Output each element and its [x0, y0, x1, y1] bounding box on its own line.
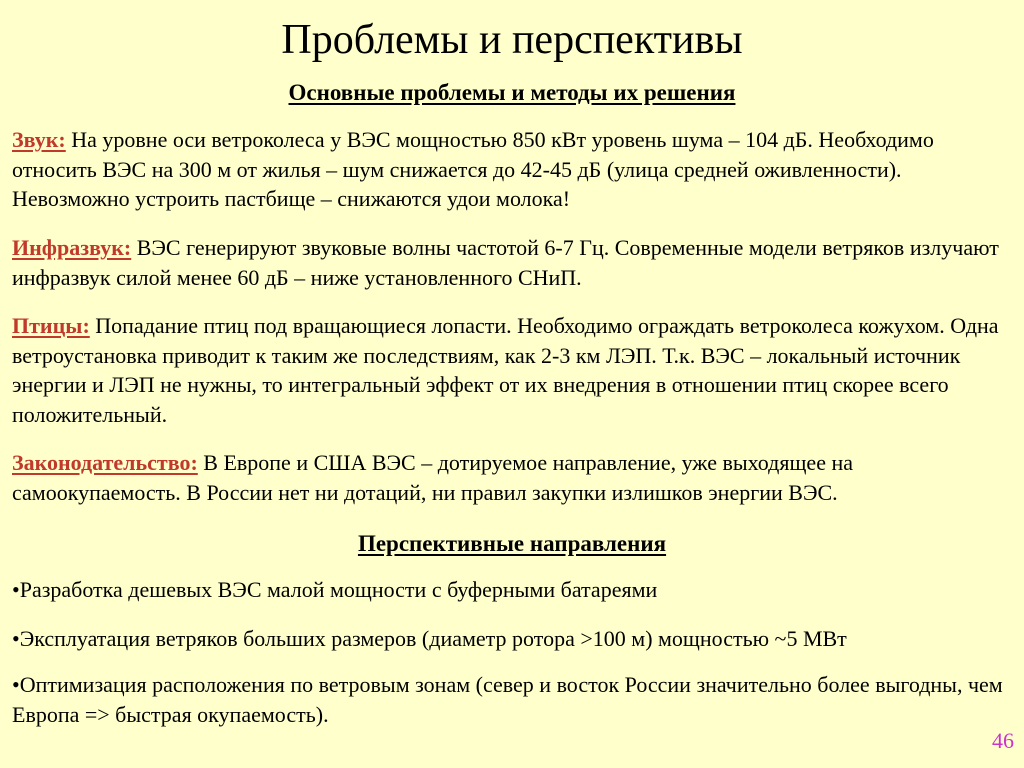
problems-heading-text: Основные проблемы и методы их решения	[288, 80, 736, 105]
problem-sound	[12, 125, 1016, 214]
problem-text-sound: На уровне оси ветроколеса у ВЭС мощностью 850 кВт уровень шума – 104 дБ. Необходимо относить ВЭС на 300 м от жилья – шум снижается до 42-45 дБ (улица средней оживленности). Невозможно устроить пастбище – снижаются удои молока!	[12, 127, 934, 211]
problem-term-legislation: Законодательство:	[12, 450, 198, 475]
problem-text-infrasound: ВЭС генерируют звуковые волны частотой 6-7 Гц. Современные модели ветряков излучают инфразвук силой менее 60 дБ – ниже установленного СНиП.	[12, 235, 999, 290]
perspective-item: •Эксплуатация ветряков больших размеров (диаметр ротора >100 м) мощностью ~5 МВт	[12, 626, 847, 651]
problems-heading	[0, 79, 1024, 107]
problem-text-legislation: В Европе и США ВЭС – дотируемое направление, уже выходящее на самоокупаемость. В России нет ни дотаций, ни правил закупки излишков энергии ВЭС.	[12, 450, 853, 505]
problem-text-birds: Попадание птиц под вращающиеся лопасти. Необходимо ограждать ветроколеса кожухом. Одна ветроустановка приводит к таким же последствиям, как 2-3 км ЛЭП. Т.к. ВЭС – локальный источник энергии и ЛЭП не нужны, то интегральный эффект от их внедрения в отношении птиц скорее всего положительный.	[12, 313, 999, 427]
problem-term-sound: Звук:	[12, 127, 66, 152]
slide-title: Проблемы и перспективы	[281, 17, 743, 63]
problem-term-infrasound: Инфразвук:	[12, 235, 132, 260]
perspectives-heading	[0, 530, 1024, 558]
perspectives-heading-text: Перспективные направления	[357, 531, 667, 556]
problem-legislation	[12, 448, 1016, 507]
problem-infrasound	[12, 233, 1016, 292]
problem-birds	[12, 311, 1016, 429]
perspective-item: •Разработка дешевых ВЭС малой мощности с буферными батареями	[12, 577, 658, 602]
problem-term-birds: Птицы:	[12, 313, 90, 338]
page-number: 46	[992, 728, 1014, 753]
perspective-item: •Оптимизация расположения по ветровым зонам (север и восток России значительно более выгодны, чем Европа => быстрая окупаемость).	[12, 672, 1003, 727]
